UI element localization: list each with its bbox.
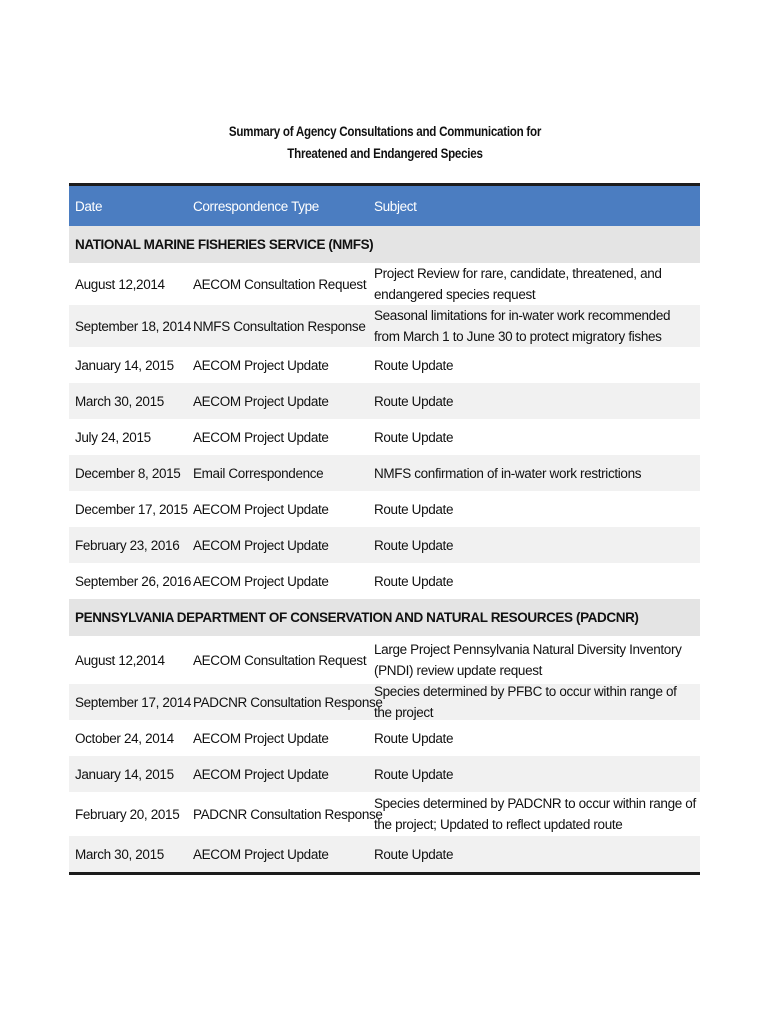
row-subject: NMFS confirmation of in-water work restrictions xyxy=(374,465,642,481)
section-header-padcnr xyxy=(69,599,700,636)
table-row xyxy=(69,383,700,419)
table-row xyxy=(69,419,700,455)
row-subject: Species determined by PFBC to occur within range of the project xyxy=(374,684,677,720)
table-row xyxy=(69,563,700,599)
table-row xyxy=(69,527,700,563)
table-row xyxy=(69,347,700,383)
row-type: AECOM Project Update xyxy=(193,357,329,373)
row-subject: Seasonal limitations for in-water work recommended from March 1 to June 30 to protect migratory fishes xyxy=(374,308,671,344)
row-date: January 14, 2015 xyxy=(75,766,174,782)
row-type: AECOM Project Update xyxy=(193,573,329,589)
row-type: AECOM Consultation Request xyxy=(193,652,367,668)
row-subject: Route Update xyxy=(374,393,454,409)
row-type: AECOM Project Update xyxy=(193,429,329,445)
table-row xyxy=(69,636,700,684)
row-type: AECOM Project Update xyxy=(193,846,329,862)
row-date: July 24, 2015 xyxy=(75,429,151,445)
table-row xyxy=(69,684,700,720)
table-row xyxy=(69,305,700,347)
table-row xyxy=(69,836,700,872)
consultations-table xyxy=(69,183,700,875)
page-title xyxy=(54,121,716,165)
row-date: September 17, 2014 xyxy=(75,694,192,710)
row-type: PADCNR Consultation Response xyxy=(193,806,383,822)
header-date: Date xyxy=(75,198,103,214)
row-type: AECOM Project Update xyxy=(193,393,329,409)
table-row xyxy=(69,792,700,836)
row-date: March 30, 2015 xyxy=(75,846,164,862)
table-row xyxy=(69,720,700,756)
row-type: AECOM Project Update xyxy=(193,537,329,553)
row-subject: Route Update xyxy=(374,573,454,589)
row-subject: Route Update xyxy=(374,766,454,782)
title-line-1: Summary of Agency Consultations and Communication for xyxy=(228,124,542,139)
row-subject: Route Update xyxy=(374,846,454,862)
row-type: AECOM Project Update xyxy=(193,766,329,782)
table-row xyxy=(69,263,700,305)
row-subject: Project Review for rare, candidate, threatened, and endangered species request xyxy=(374,266,662,302)
row-date: September 18, 2014 xyxy=(75,318,192,334)
table-row xyxy=(69,455,700,491)
section-label: PENNSYLVANIA DEPARTMENT OF CONSERVATION AND NATURAL RESOURCES (PADCNR) xyxy=(75,610,639,625)
row-subject: Route Update xyxy=(374,537,454,553)
row-date: February 20, 2015 xyxy=(75,806,180,822)
table-row xyxy=(69,756,700,792)
row-date: March 30, 2015 xyxy=(75,393,164,409)
header-correspondence-type: Correspondence Type xyxy=(193,198,319,214)
row-date: September 26, 2016 xyxy=(75,573,192,589)
row-date: August 12,2014 xyxy=(75,652,165,668)
row-subject: Species determined by PADCNR to occur within range of the project; Updated to reflect updated route xyxy=(374,796,696,832)
title-line-2: Threatened and Endangered Species xyxy=(287,146,483,161)
row-type: PADCNR Consultation Response xyxy=(193,694,383,710)
row-subject: Route Update xyxy=(374,501,454,517)
row-type: AECOM Project Update xyxy=(193,501,329,517)
header-subject: Subject xyxy=(374,198,417,214)
row-type: NMFS Consultation Response xyxy=(193,318,366,334)
row-type: Email Correspondence xyxy=(193,465,324,481)
row-date: January 14, 2015 xyxy=(75,357,174,373)
row-date: October 24, 2014 xyxy=(75,730,174,746)
row-subject: Route Update xyxy=(374,429,454,445)
row-date: August 12,2014 xyxy=(75,276,165,292)
row-subject: Large Project Pennsylvania Natural Diversity Inventory (PNDI) review update request xyxy=(374,642,682,678)
table-row xyxy=(69,491,700,527)
row-type: AECOM Project Update xyxy=(193,730,329,746)
row-subject: Route Update xyxy=(374,357,454,373)
section-label: NATIONAL MARINE FISHERIES SERVICE (NMFS) xyxy=(75,237,374,252)
row-subject: Route Update xyxy=(374,730,454,746)
row-type: AECOM Consultation Request xyxy=(193,276,367,292)
row-date: December 17, 2015 xyxy=(75,501,188,517)
row-date: February 23, 2016 xyxy=(75,537,180,553)
table-header-row xyxy=(69,186,700,226)
section-header-nmfs xyxy=(69,226,700,263)
row-date: December 8, 2015 xyxy=(75,465,181,481)
